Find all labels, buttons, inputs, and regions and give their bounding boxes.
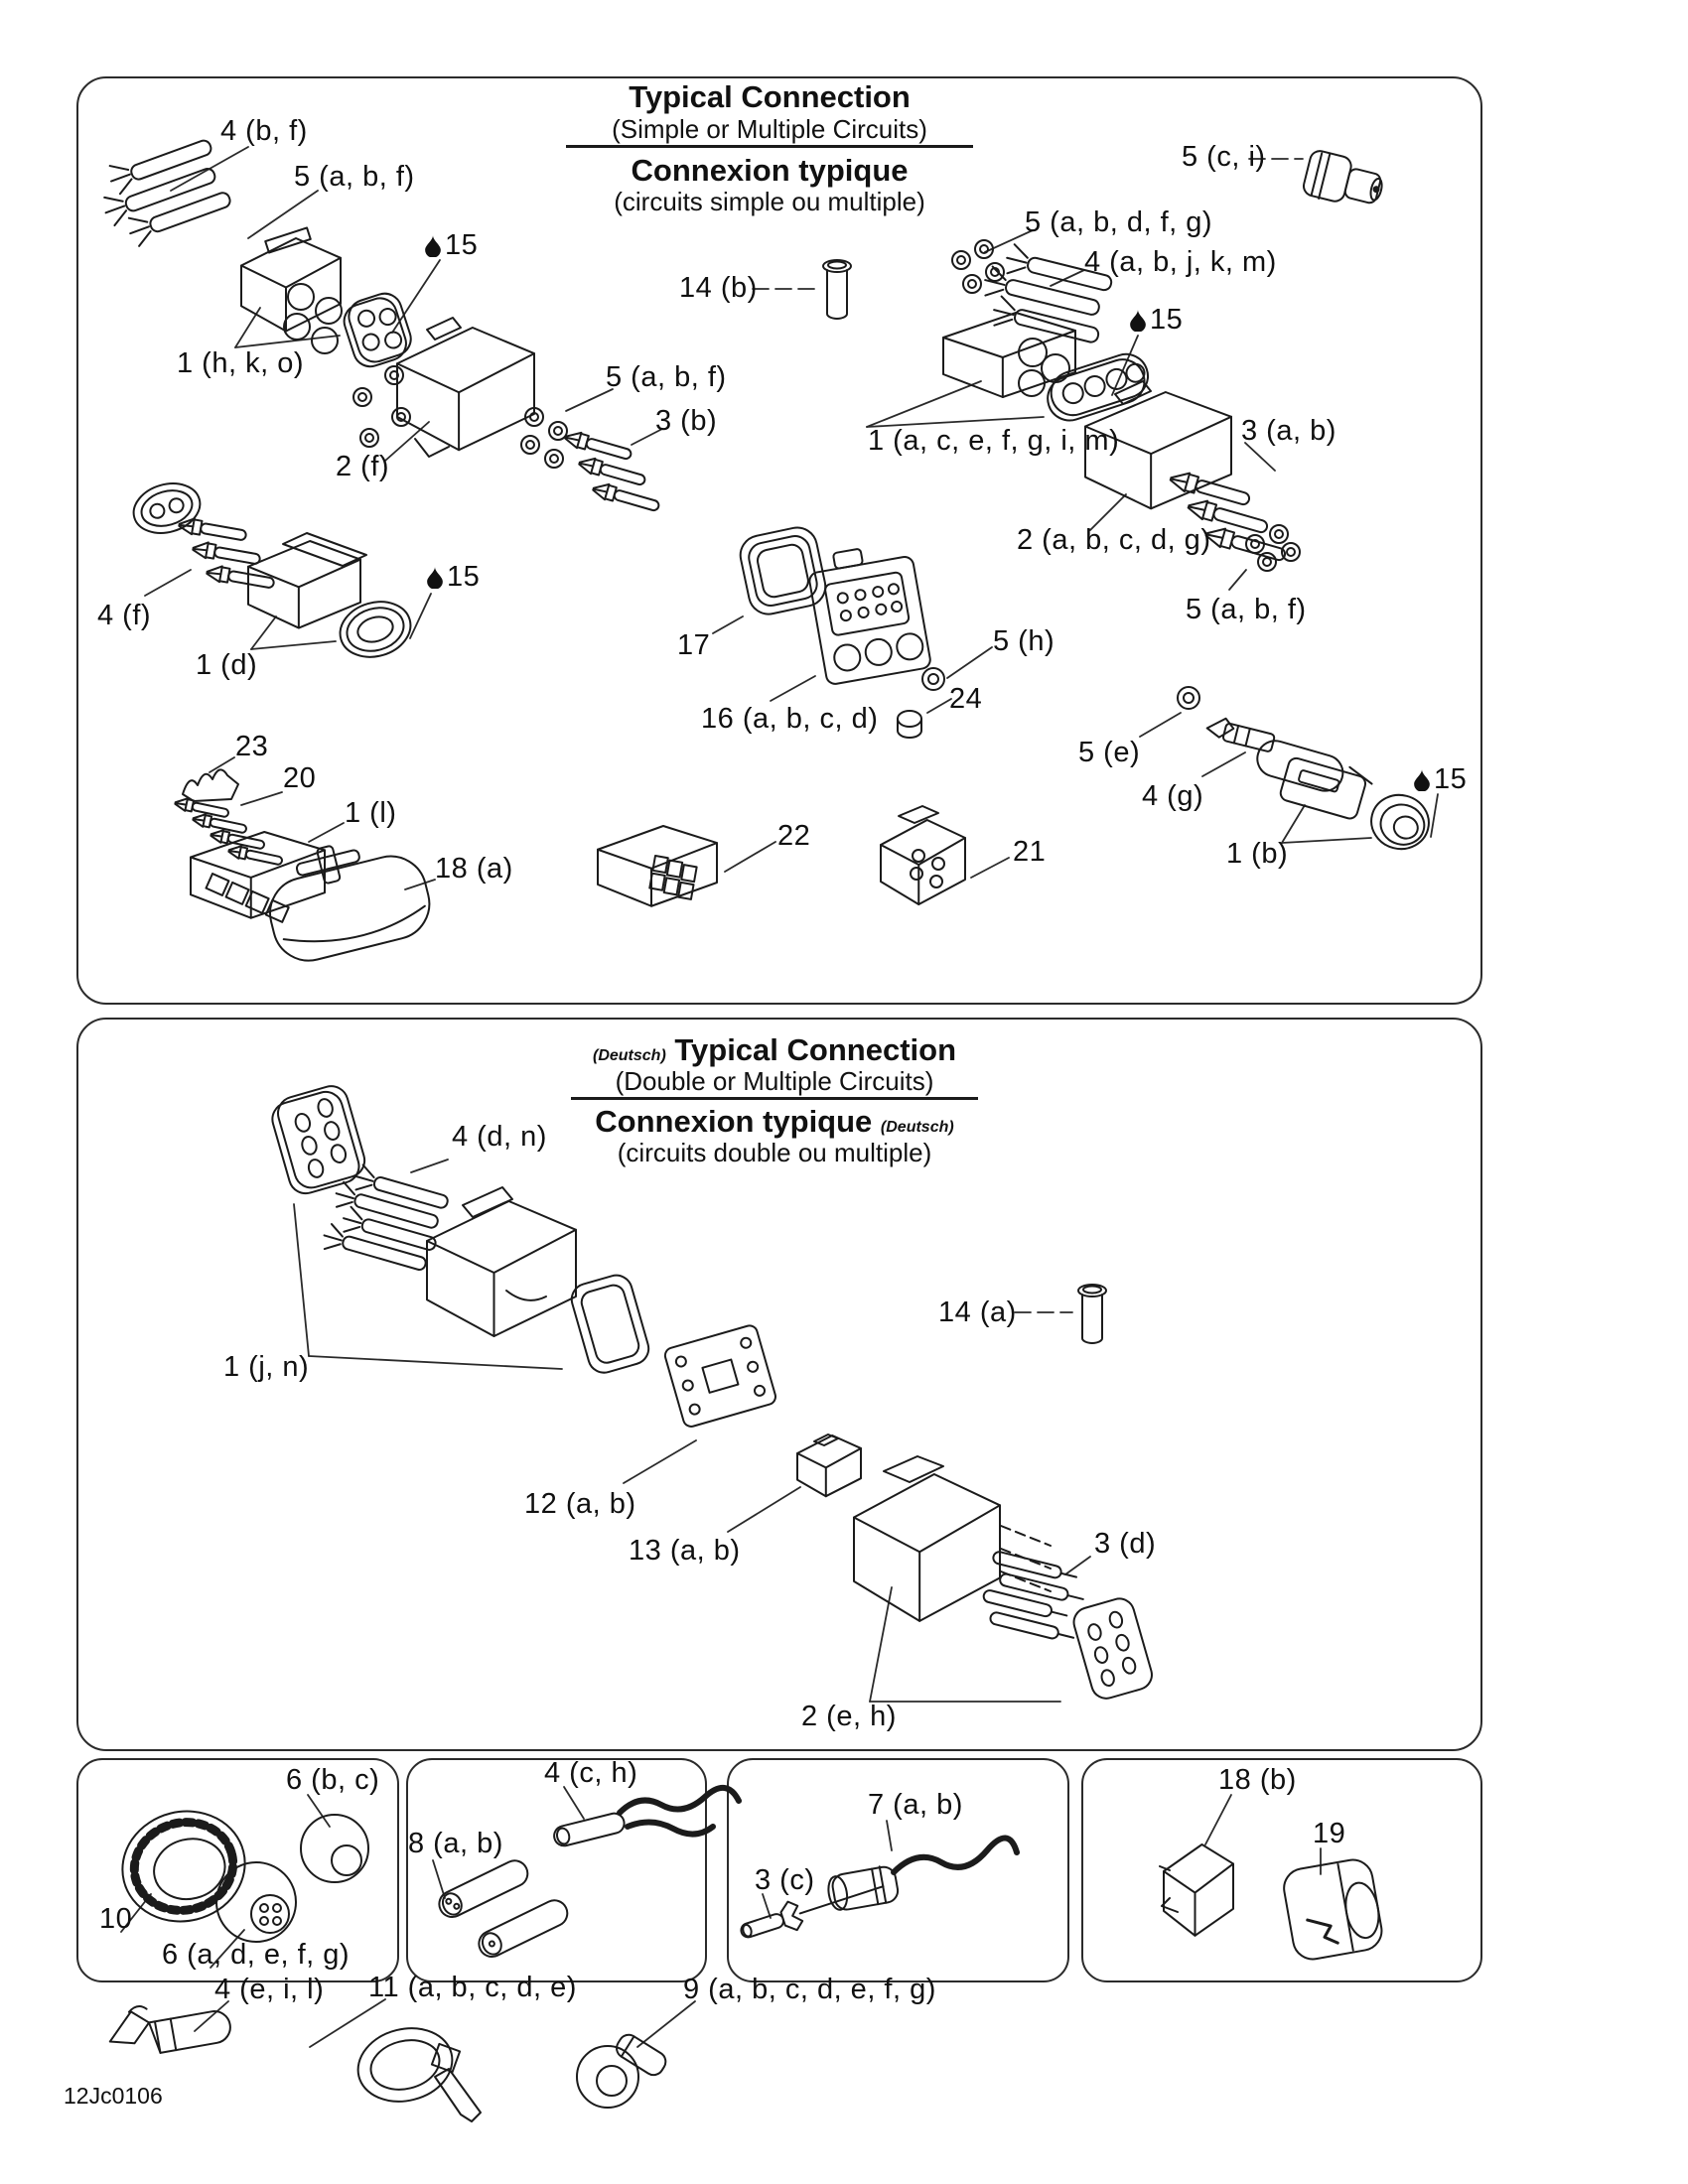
part-label-1b: 1 (b) [1226, 838, 1289, 870]
part-label-3c: 3 (c) [755, 1864, 815, 1896]
part-label-4ch: 4 (c, h) [544, 1757, 638, 1789]
loctite-droplet-icon [427, 567, 443, 589]
seal-oval-sketch-4f [128, 477, 207, 541]
part-label-14a: 14 (a) [938, 1297, 1017, 1328]
part-label-5abf-2: 5 (a, b, f) [606, 361, 727, 393]
plug-24-sketch [898, 711, 921, 738]
block-22-sketch [598, 826, 717, 906]
part-label-3ab: 3 (a, b) [1241, 415, 1336, 447]
part-label-23: 23 [235, 731, 269, 762]
ring-terminal-9-sketch [577, 2031, 669, 2108]
part-label-20: 20 [283, 762, 317, 794]
loctite-droplet-icon [1414, 769, 1430, 791]
terminal-fork-sketch-4f [178, 516, 275, 592]
part-label-5abf-1: 5 (a, b, f) [294, 161, 415, 193]
boot-19-sketch [1281, 1856, 1385, 1962]
pin-14a-sketch [1078, 1285, 1106, 1343]
part-label-14b: 14 (b) [679, 272, 758, 304]
part-label-5abdfg: 5 (a, b, d, f, g) [1025, 206, 1213, 238]
relay-18b-sketch [1160, 1844, 1233, 1936]
boot-17-sketch [737, 524, 829, 617]
part-label-18b: 18 (b) [1218, 1764, 1297, 1796]
part-label-6adefg: 6 (a, d, e, f, g) [162, 1939, 351, 1971]
part-label-11abcde: 11 (a, b, c, d, e) [368, 1972, 577, 2003]
part-label-4g: 4 (g) [1142, 780, 1204, 812]
wire-terminal-4ch-sketch [552, 1788, 739, 1847]
seal-round-1b-sketch [1365, 789, 1434, 855]
part-label-5h: 5 (h) [993, 625, 1055, 657]
panel2-title-en-sub: (Double or Multiple Circuits) [615, 1066, 934, 1096]
grommet-cluster-sketch-1 [353, 366, 410, 447]
panel1-title-en: Typical Connection [629, 79, 911, 114]
part-label-4abjkm: 4 (a, b, j, k, m) [1084, 246, 1277, 278]
loctite-droplet-icon [425, 235, 441, 257]
part-label-12ab: 12 (a, b) [524, 1488, 636, 1520]
part-label-3b: 3 (b) [655, 405, 718, 437]
connector-1acefgim-sketch [943, 313, 1075, 397]
part-label-5ci: 5 (c, i) [1182, 141, 1266, 173]
nut-10-sketch [111, 1799, 257, 1935]
part-label-17: 17 [677, 629, 711, 661]
part-label-7ab: 7 (a, b) [868, 1789, 963, 1821]
seal-oval-sketch-1d [334, 594, 417, 665]
part-label-2f: 2 (f) [336, 451, 390, 482]
part-label-4f: 4 (f) [97, 600, 152, 631]
panel1-title-fr: Connexion typique [631, 153, 909, 188]
part-label-8ab: 8 (a, b) [408, 1828, 503, 1859]
part-label-4dn: 4 (d, n) [452, 1121, 547, 1153]
panel1-title-en-sub: (Simple or Multiple Circuits) [612, 114, 927, 144]
seal-4hole-sketch [339, 289, 416, 370]
seal-plate-2eh-sketch [1070, 1595, 1156, 1702]
title-divider-1 [566, 145, 973, 148]
plate-12ab-sketch [663, 1324, 777, 1429]
part-label-5abf-3: 5 (a, b, f) [1186, 594, 1307, 625]
terminal-bundle-sketch-tl [91, 131, 234, 253]
title-divider-2 [571, 1097, 978, 1100]
connector-16-sketch [805, 540, 931, 685]
panel2-title-en-deutsch: (Deutsch) [592, 1047, 666, 1064]
seal-ring-1jn-sketch [568, 1272, 652, 1377]
connector-2f-sketch [397, 318, 534, 457]
grommet-6bc-sketch [301, 1815, 368, 1882]
block-21-sketch [881, 806, 965, 904]
part-label-3d: 3 (d) [1094, 1528, 1157, 1560]
connector-1jn-sketch [427, 1187, 576, 1336]
seal-plate-1jn-sketch [267, 1082, 369, 1197]
sleeves-8ab-sketch [435, 1856, 572, 1961]
connector-2eh-sketch [854, 1456, 1051, 1621]
part-label-1acefgim: 1 (a, c, e, f, g, i, m) [868, 425, 1120, 457]
connector-1hko-sketch [241, 227, 342, 353]
pin-14b-sketch [823, 260, 851, 319]
part-label-loctite-15-a: 15 [425, 231, 478, 260]
part-label-6bc: 6 (b, c) [286, 1764, 380, 1796]
part-label-21: 21 [1013, 836, 1047, 868]
panel1-title-fr-sub: (circuits simple ou multiple) [614, 187, 925, 216]
panel2-title-fr-deutsch: (Deutsch) [880, 1119, 954, 1136]
grommet-5h-sketch [922, 668, 944, 690]
connector-13ab-sketch [797, 1434, 861, 1496]
part-label-4eil: 4 (e, i, l) [214, 1974, 325, 2005]
part-label-1hko: 1 (h, k, o) [177, 347, 304, 379]
part-label-2eh: 2 (e, h) [801, 1701, 897, 1732]
part-label-13ab: 13 (a, b) [629, 1535, 741, 1567]
terminal-4g-sketch [1205, 715, 1276, 752]
part-label-16abcd: 16 (a, b, c, d) [701, 703, 879, 735]
part-label-4bf: 4 (b, f) [220, 115, 308, 147]
panel2-title-en: (Deutsch) Typical Connection [592, 1032, 957, 1067]
terminal-bundle-1jn-sketch [321, 1160, 451, 1279]
loctite-droplet-icon [1130, 310, 1146, 332]
part-label-1jn: 1 (j, n) [223, 1351, 310, 1383]
part-label-24: 24 [949, 683, 983, 715]
cable-tie-11-sketch [351, 2018, 481, 2121]
boot-18a-sketch [257, 826, 437, 968]
part-label-19: 19 [1313, 1818, 1346, 1849]
panel2-title-fr: Connexion typique (Deutsch) [595, 1104, 954, 1139]
part-label-loctite-15-c: 15 [427, 563, 480, 592]
part-label-5e: 5 (e) [1078, 737, 1141, 768]
clip-23-sketch [183, 769, 238, 801]
part-label-10: 10 [99, 1903, 133, 1935]
terminal-fork-sketch-3b [564, 429, 661, 514]
seal-strip-sketch [1041, 348, 1155, 426]
part-label-9abcdefg: 9 (a, b, c, d, e, f, g) [683, 1974, 936, 2005]
panel2-title-fr-sub: (circuits double ou multiple) [617, 1138, 932, 1167]
part-label-loctite-15-d: 15 [1414, 765, 1467, 794]
connector-5ci-sketch [1302, 149, 1387, 212]
page-code: 12Jc0106 [64, 2083, 163, 2109]
part-label-loctite-15-b: 15 [1130, 306, 1183, 335]
part-label-18a: 18 (a) [435, 853, 513, 885]
part-label-1l: 1 (l) [345, 797, 397, 829]
part-label-22: 22 [777, 820, 811, 852]
grommet-5e-sketch [1178, 687, 1199, 709]
terminal-bundle-2eh-sketch [978, 1551, 1090, 1644]
part-label-2abcdg: 2 (a, b, c, d, g) [1017, 524, 1211, 556]
connector-7ab-sketch [826, 1838, 1017, 1912]
part-label-1d: 1 (d) [196, 649, 258, 681]
grommet-cluster-sketch-3 [1246, 525, 1300, 571]
